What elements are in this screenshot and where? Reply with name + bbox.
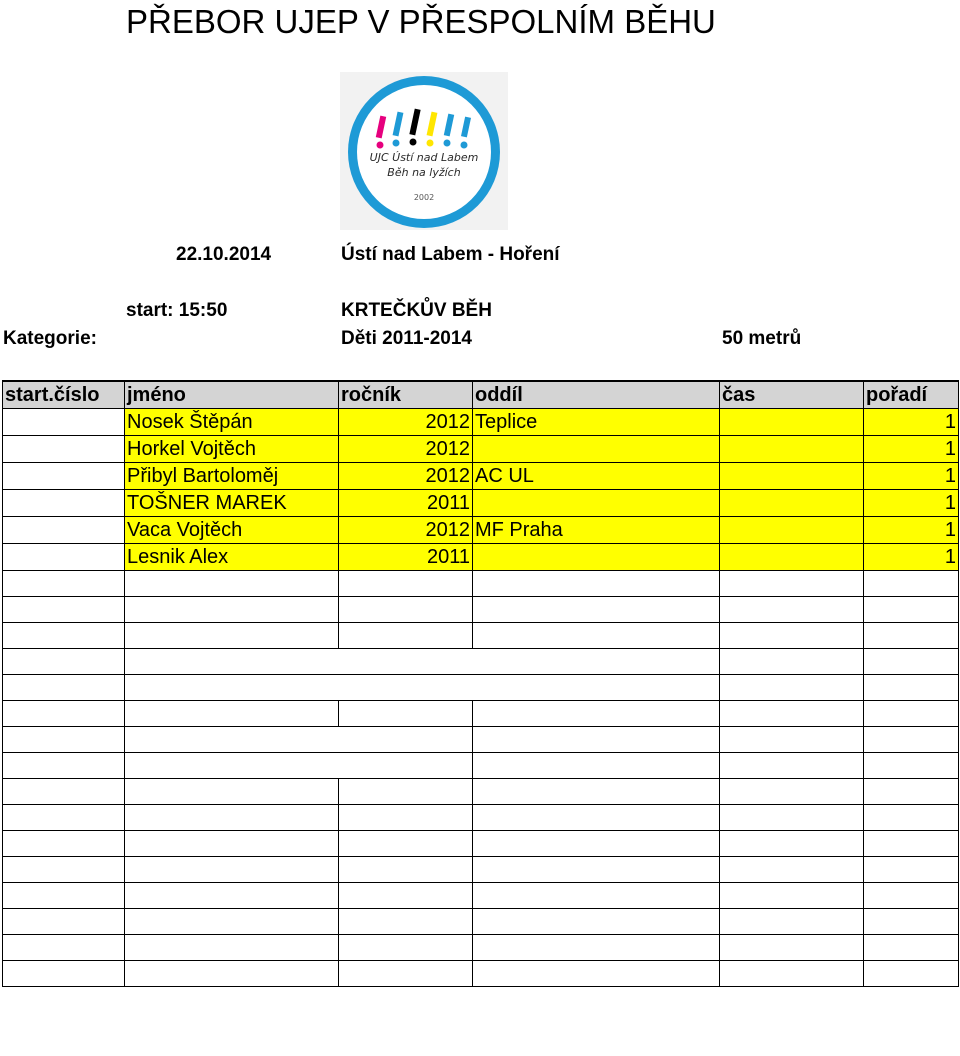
empty-cell[interactable] — [864, 935, 959, 961]
time-cell[interactable] — [720, 544, 864, 571]
table-row — [3, 490, 959, 517]
empty-cell[interactable] — [125, 909, 339, 935]
col-club: oddíl — [473, 381, 720, 409]
empty-cell[interactable] — [125, 597, 339, 623]
empty-cell[interactable] — [864, 623, 959, 649]
category-value: Děti 2011-2014 — [341, 328, 472, 349]
rank-cell[interactable]: 1 — [864, 490, 959, 517]
empty-cell[interactable] — [473, 935, 720, 961]
table-row — [3, 463, 959, 490]
empty-cell[interactable] — [473, 779, 720, 805]
page-title: PŘEBOR UJEP V PŘESPOLNÍM BĚHU — [126, 3, 716, 40]
empty-cell[interactable] — [720, 727, 864, 753]
empty-cell[interactable] — [3, 857, 125, 883]
empty-cell[interactable] — [864, 883, 959, 909]
empty-cell[interactable] — [720, 935, 864, 961]
empty-cell[interactable] — [864, 753, 959, 779]
empty-cell[interactable] — [473, 727, 720, 753]
empty-cell[interactable] — [339, 623, 473, 649]
rank-cell[interactable]: 1 — [864, 463, 959, 490]
empty-cell[interactable] — [125, 805, 339, 831]
name-cell[interactable]: Lesnik Alex — [125, 544, 339, 571]
rank-cell[interactable]: 1 — [864, 409, 959, 436]
empty-cell[interactable] — [864, 701, 959, 727]
logo-text-line2: Běh na lyžích — [387, 166, 461, 179]
year-cell[interactable]: 2012 — [339, 409, 473, 436]
name-cell[interactable]: Horkel Vojtěch — [125, 436, 339, 463]
empty-cell[interactable] — [3, 805, 125, 831]
empty-cell[interactable] — [3, 961, 125, 987]
name-cell[interactable]: Vaca Vojtěch — [125, 517, 339, 544]
empty-cell[interactable] — [339, 597, 473, 623]
empty-cell[interactable] — [3, 701, 125, 727]
race-name: KRTEČKŮV BĚH — [341, 300, 492, 321]
empty-cell[interactable] — [125, 571, 339, 597]
name-cell[interactable]: Přibyl Bartoloměj — [125, 463, 339, 490]
empty-cell[interactable] — [3, 909, 125, 935]
empty-cell[interactable] — [125, 883, 339, 909]
empty-cell[interactable] — [864, 909, 959, 935]
table-row — [3, 517, 959, 544]
empty-row — [3, 961, 959, 987]
empty-cell[interactable] — [339, 961, 473, 987]
empty-cell[interactable] — [473, 597, 720, 623]
empty-cell[interactable] — [3, 623, 125, 649]
empty-row — [3, 701, 959, 727]
empty-cell[interactable] — [3, 675, 125, 701]
club-cell[interactable] — [473, 544, 720, 571]
empty-cell[interactable] — [3, 779, 125, 805]
empty-cell[interactable] — [125, 623, 339, 649]
empty-cell[interactable] — [125, 701, 339, 727]
empty-row — [3, 831, 959, 857]
results-table — [2, 380, 959, 987]
empty-cell[interactable] — [864, 805, 959, 831]
start-number-cell[interactable] — [3, 544, 125, 571]
empty-cell[interactable] — [720, 961, 864, 987]
empty-cell[interactable] — [720, 571, 864, 597]
start-number-cell[interactable] — [3, 409, 125, 436]
club-cell[interactable]: MF Praha — [473, 517, 720, 544]
year-cell[interactable]: 2012 — [339, 463, 473, 490]
empty-cell[interactable] — [473, 831, 720, 857]
empty-cell[interactable] — [720, 883, 864, 909]
club-cell[interactable]: AC UL — [473, 463, 720, 490]
club-cell[interactable] — [473, 490, 720, 517]
col-year: ročník — [339, 381, 473, 409]
empty-row — [3, 753, 959, 779]
empty-row — [3, 909, 959, 935]
empty-row — [3, 571, 959, 597]
year-cell[interactable]: 2012 — [339, 517, 473, 544]
year-cell[interactable]: 2011 — [339, 544, 473, 571]
empty-cell[interactable] — [473, 753, 720, 779]
empty-row — [3, 649, 959, 675]
empty-cell[interactable] — [720, 909, 864, 935]
empty-row — [3, 779, 959, 805]
year-cell[interactable]: 2011 — [339, 490, 473, 517]
empty-cell[interactable] — [864, 779, 959, 805]
empty-cell[interactable] — [720, 779, 864, 805]
club-cell[interactable]: Teplice — [473, 409, 720, 436]
empty-cell[interactable] — [720, 805, 864, 831]
empty-cell[interactable] — [720, 857, 864, 883]
empty-row — [3, 857, 959, 883]
name-cell[interactable]: TOŠNER MAREK — [125, 490, 339, 517]
start-number-cell[interactable] — [3, 517, 125, 544]
empty-cell[interactable] — [125, 727, 473, 753]
empty-cell[interactable] — [473, 805, 720, 831]
empty-cell[interactable] — [864, 571, 959, 597]
empty-cell[interactable] — [3, 883, 125, 909]
empty-cell[interactable] — [3, 649, 125, 675]
empty-cell[interactable] — [339, 857, 473, 883]
empty-cell[interactable] — [473, 909, 720, 935]
empty-cell[interactable] — [339, 805, 473, 831]
empty-row — [3, 675, 959, 701]
empty-cell[interactable] — [3, 571, 125, 597]
table-header-row — [3, 381, 959, 409]
empty-cell[interactable] — [3, 597, 125, 623]
empty-cell[interactable] — [720, 701, 864, 727]
empty-cell[interactable] — [473, 857, 720, 883]
empty-row — [3, 935, 959, 961]
empty-row — [3, 623, 959, 649]
empty-cell[interactable] — [339, 571, 473, 597]
empty-cell[interactable] — [864, 857, 959, 883]
time-cell[interactable] — [720, 409, 864, 436]
col-time: čas — [720, 381, 864, 409]
empty-cell[interactable] — [864, 649, 959, 675]
empty-cell[interactable] — [720, 597, 864, 623]
empty-cell[interactable] — [720, 649, 864, 675]
empty-cell[interactable] — [473, 883, 720, 909]
year-cell[interactable]: 2012 — [339, 436, 473, 463]
empty-cell[interactable] — [3, 831, 125, 857]
table-row — [3, 544, 959, 571]
distance: 50 metrů — [722, 328, 802, 349]
rank-cell[interactable]: 1 — [864, 436, 959, 463]
time-cell[interactable] — [720, 517, 864, 544]
table-row — [3, 409, 959, 436]
empty-cell[interactable] — [339, 909, 473, 935]
category-label: Kategorie: — [3, 328, 97, 349]
empty-rows — [3, 571, 959, 987]
logo-year: 2002 — [413, 193, 435, 202]
empty-cell[interactable] — [339, 883, 473, 909]
empty-cell[interactable] — [864, 675, 959, 701]
empty-cell[interactable] — [125, 753, 473, 779]
empty-cell[interactable] — [3, 753, 125, 779]
empty-cell[interactable] — [864, 727, 959, 753]
col-name: jméno — [125, 381, 339, 409]
empty-cell[interactable] — [720, 623, 864, 649]
empty-cell[interactable] — [125, 779, 339, 805]
empty-cell[interactable] — [3, 935, 125, 961]
time-cell[interactable] — [720, 463, 864, 490]
empty-cell[interactable] — [720, 831, 864, 857]
empty-row — [3, 805, 959, 831]
event-date: 22.10.2014 — [176, 244, 272, 265]
rank-cell[interactable]: 1 — [864, 544, 959, 571]
logo-text-line1: UJC Ústí nad Labem — [369, 151, 479, 164]
col-rank: pořadí — [864, 381, 959, 409]
empty-cell[interactable] — [864, 597, 959, 623]
event-logo — [340, 72, 508, 230]
event-place: Ústí nad Labem - Hoření — [341, 244, 560, 265]
start-time: start: 15:50 — [126, 300, 228, 321]
table-row — [3, 436, 959, 463]
col-start-number: start.číslo — [3, 381, 125, 409]
empty-cell[interactable] — [125, 857, 339, 883]
club-cell[interactable] — [473, 436, 720, 463]
empty-cell[interactable] — [339, 779, 473, 805]
name-cell[interactable]: Nosek Štěpán — [125, 409, 339, 436]
empty-cell[interactable] — [3, 727, 125, 753]
empty-cell[interactable] — [339, 935, 473, 961]
empty-row — [3, 883, 959, 909]
empty-cell[interactable] — [473, 571, 720, 597]
start-number-cell[interactable] — [3, 490, 125, 517]
rank-cell[interactable]: 1 — [864, 517, 959, 544]
time-cell[interactable] — [720, 490, 864, 517]
empty-row — [3, 727, 959, 753]
empty-cell[interactable] — [125, 675, 720, 701]
empty-cell[interactable] — [125, 961, 339, 987]
empty-cell[interactable] — [125, 649, 720, 675]
start-number-cell[interactable] — [3, 436, 125, 463]
empty-cell[interactable] — [473, 623, 720, 649]
empty-cell[interactable] — [339, 701, 473, 727]
empty-cell[interactable] — [125, 935, 339, 961]
empty-cell[interactable] — [473, 701, 720, 727]
start-number-cell[interactable] — [3, 463, 125, 490]
empty-cell[interactable] — [720, 753, 864, 779]
empty-cell[interactable] — [125, 831, 339, 857]
empty-row — [3, 597, 959, 623]
empty-cell[interactable] — [864, 831, 959, 857]
empty-cell[interactable] — [339, 831, 473, 857]
time-cell[interactable] — [720, 436, 864, 463]
empty-cell[interactable] — [864, 961, 959, 987]
empty-cell[interactable] — [720, 675, 864, 701]
empty-cell[interactable] — [473, 961, 720, 987]
